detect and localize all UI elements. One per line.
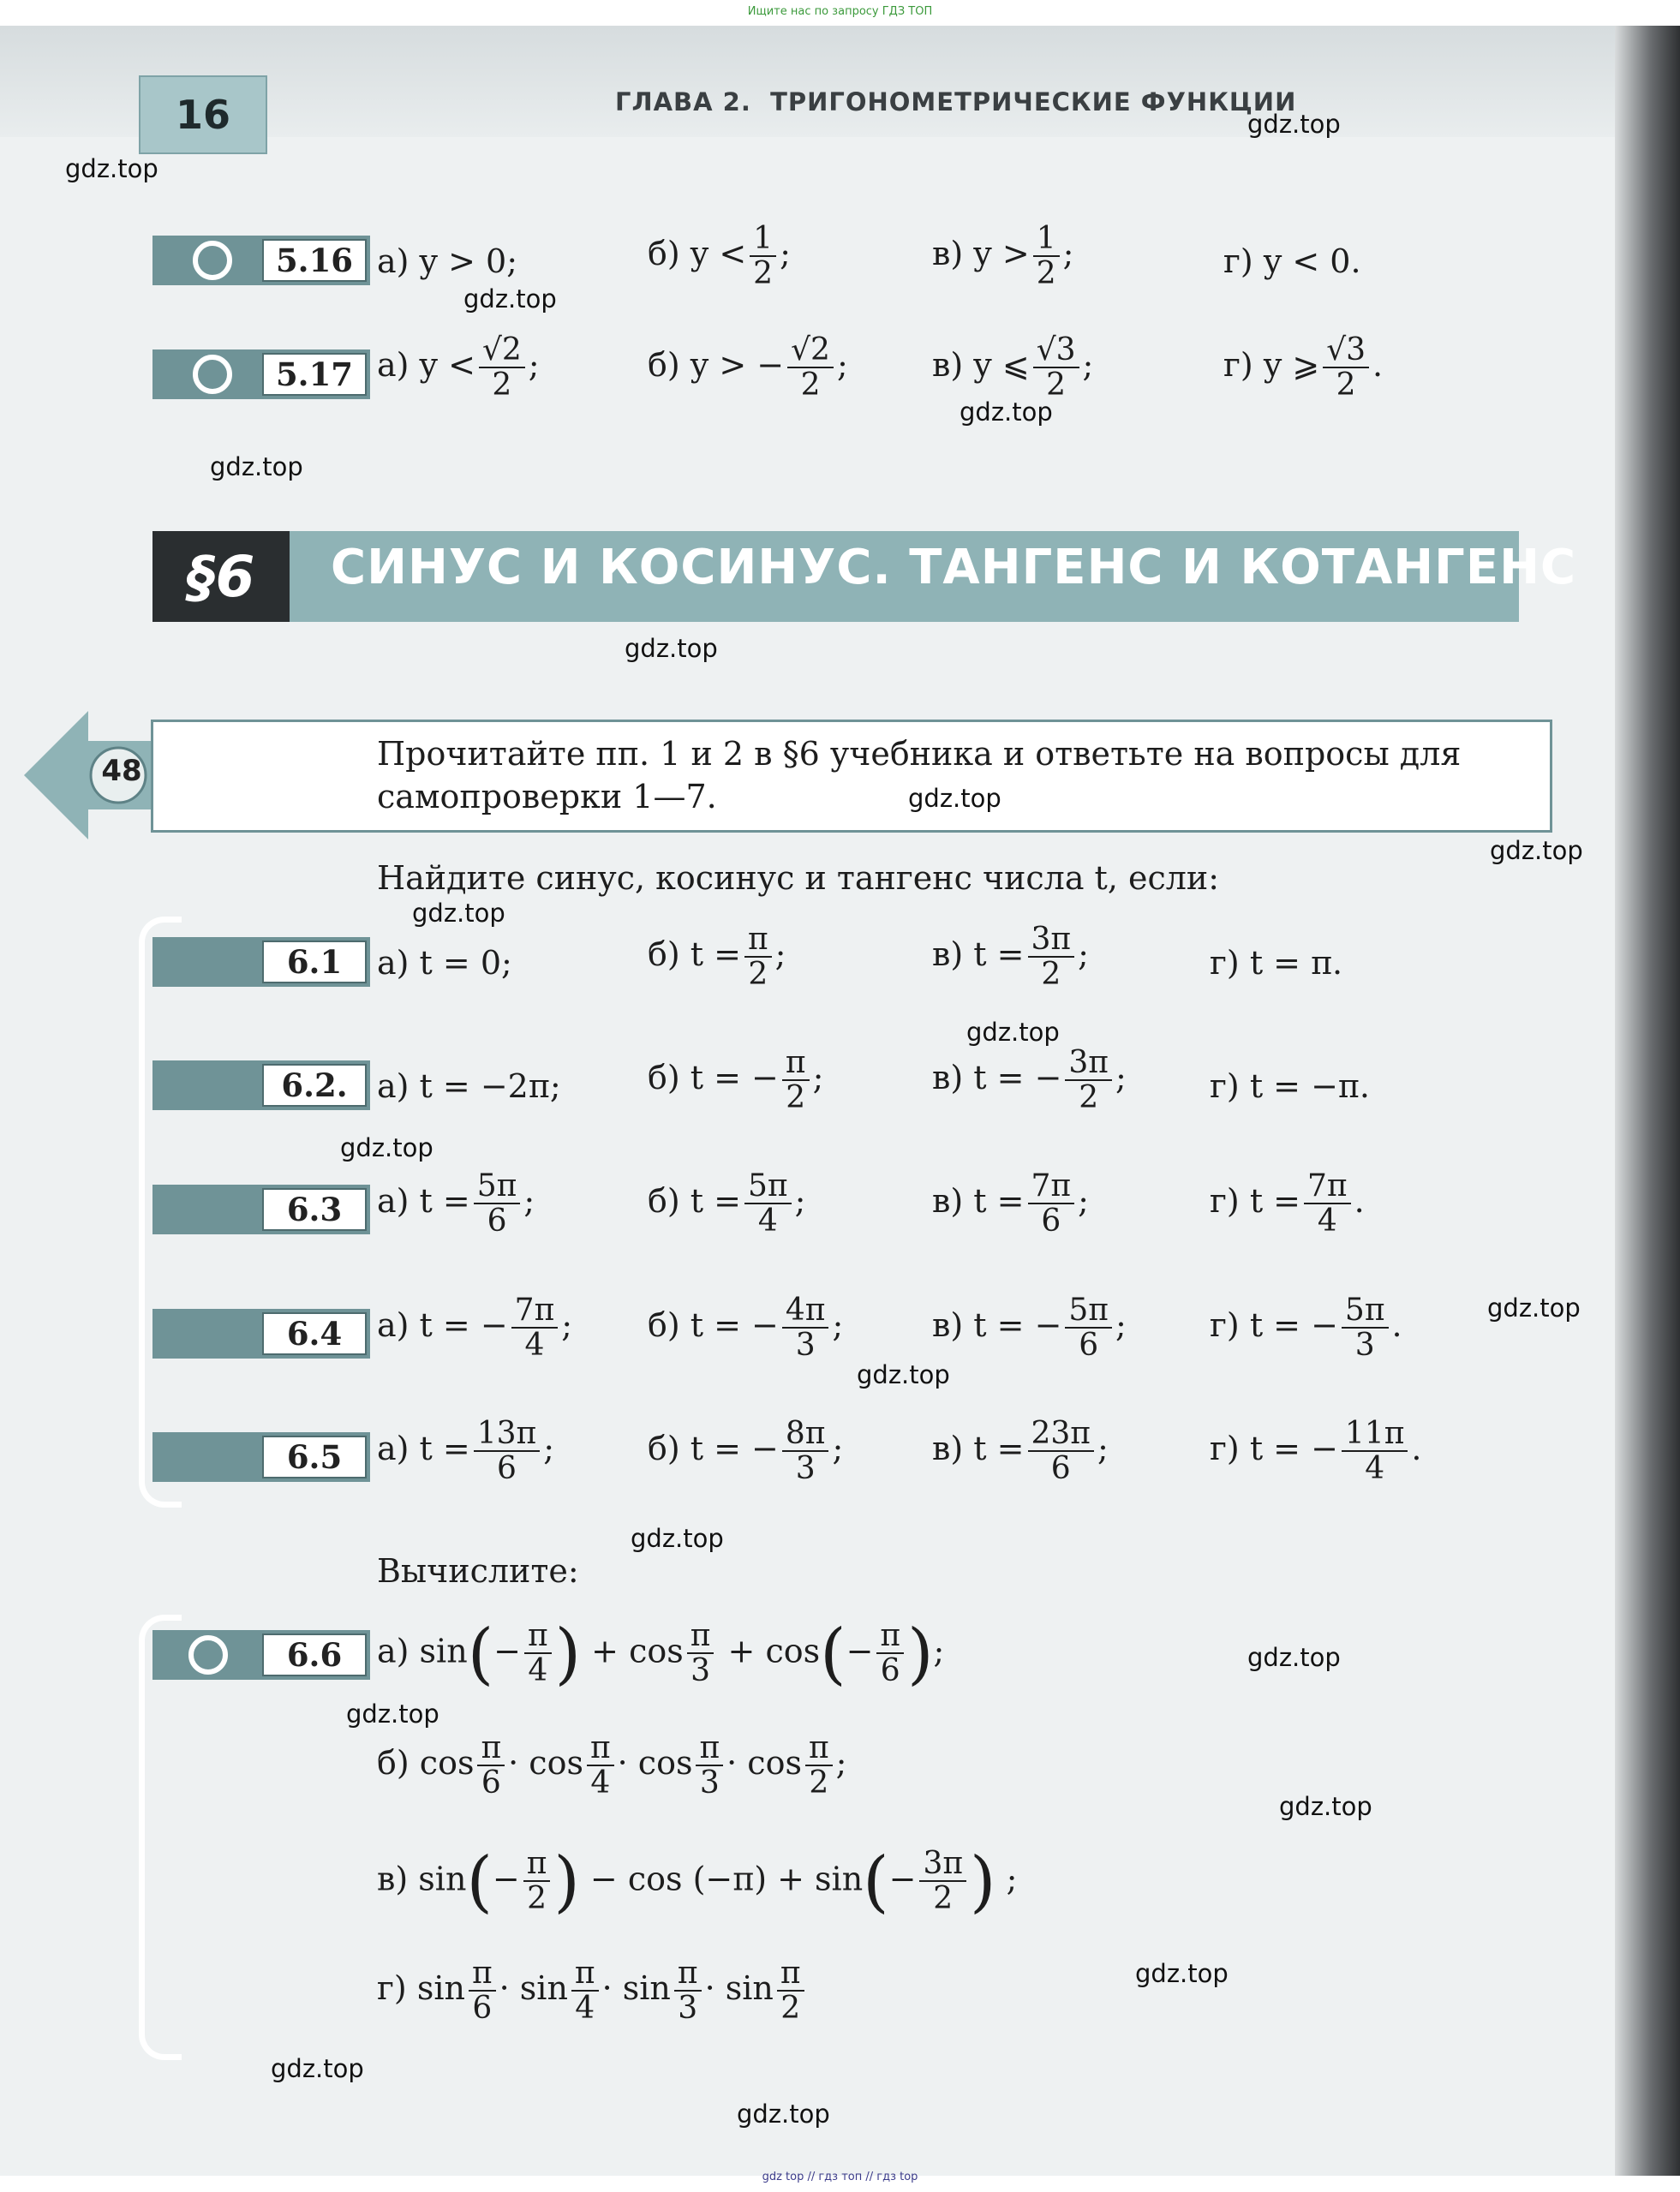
textbook-page-number: 48 xyxy=(101,754,142,788)
watermark: gdz.top xyxy=(65,154,158,183)
task-5-16-a: а) y > 0; xyxy=(377,242,518,280)
task-6-1-c: в) t = $\frac{3\pi}{2}$ ; xyxy=(932,922,1089,992)
watermark: gdz.top xyxy=(1279,1792,1372,1821)
task-5-17-a: а) y < $\frac{√2}{2}$ ; xyxy=(377,332,540,403)
task-6-4-c: в) t = − $\frac{5\pi}{6}$ ; xyxy=(932,1293,1127,1363)
task-number: 6.4 xyxy=(262,1312,367,1355)
top-banner: Ищите нас по запросу ГДЗ ТОП xyxy=(747,5,933,18)
chapter-label: ГЛАВА 2. xyxy=(615,87,751,116)
task-6-2-d: г) t = −π. xyxy=(1210,1067,1370,1105)
task-number: 5.16 xyxy=(262,239,367,282)
task-5-17-c: в) y ⩽ $\frac{√3}{2}$ ; xyxy=(932,332,1094,403)
watermark: gdz.top xyxy=(960,397,1053,427)
task-6-3-a: а) t = $\frac{5\pi}{6}$ ; xyxy=(377,1168,535,1239)
circle-icon xyxy=(188,1635,228,1675)
watermark: gdz.top xyxy=(271,2054,364,2083)
task-6-3-c: в) t = $\frac{7\pi}{6}$ ; xyxy=(932,1168,1089,1239)
task-6-3-d: г) t = $\frac{7\pi}{4}$ . xyxy=(1210,1168,1365,1239)
task-6-4-d: г) t = − $\frac{5\pi}{3}$ . xyxy=(1210,1293,1402,1363)
task-6-1-b: б) t = $\frac{\pi}{2}$ ; xyxy=(648,922,786,992)
circle-icon xyxy=(193,355,232,394)
page-edge-shadow xyxy=(1615,26,1680,2176)
task-6-2-a: а) t = −2π; xyxy=(377,1067,561,1105)
watermark: gdz.top xyxy=(463,284,557,314)
watermark: gdz.top xyxy=(908,784,1001,813)
task-6-5-d: г) t = − $\frac{11\pi}{4}$ . xyxy=(1210,1416,1422,1486)
circle-icon xyxy=(193,241,232,280)
task-6-6-c: в) sin(− $\frac{\pi}{2}$ ) − cos (−π) + sin(− $\frac{3\pi}{2}$ ) ; xyxy=(377,1843,1018,1920)
task-number: 6.1 xyxy=(262,941,367,983)
watermark: gdz.top xyxy=(1247,110,1341,139)
task-6-2-c: в) t = − $\frac{3\pi}{2}$ ; xyxy=(932,1045,1127,1115)
watermark: gdz.top xyxy=(340,1133,433,1162)
section-symbol: §6 xyxy=(152,531,290,622)
watermark: gdz.top xyxy=(412,899,505,928)
group-bracket xyxy=(139,1615,182,2060)
task-number: 6.6 xyxy=(262,1634,367,1676)
task-6-6-d: г) sin $\frac{\pi}{6}$ · sin $\frac{\pi}{4}$ · sin $\frac{\pi}{3}$ · sin $\frac{\pi}{2}$ xyxy=(377,1957,808,2025)
prompt-compute: Вычислите: xyxy=(377,1552,579,1590)
chapter-name: ТРИГОНОМЕТРИЧЕСКИЕ ФУНКЦИИ xyxy=(770,87,1297,116)
task-5-16-c: в) y > $\frac{1}{2}$ ; xyxy=(932,221,1074,291)
task-number: 6.5 xyxy=(262,1436,367,1478)
task-6-4-b: б) t = − $\frac{4\pi}{3}$ ; xyxy=(648,1293,844,1363)
watermark: gdz.top xyxy=(625,634,718,663)
watermark: gdz.top xyxy=(1247,1643,1341,1672)
task-6-5-a: а) t = $\frac{13\pi}{6}$ ; xyxy=(377,1416,555,1486)
task-number: 5.17 xyxy=(262,353,367,396)
watermark: gdz.top xyxy=(737,2099,830,2129)
watermark: gdz.top xyxy=(346,1699,439,1729)
task-6-6-b: б) cos $\frac{\pi}{6}$ · cos $\frac{\pi}{4}$ · cos $\frac{\pi}{3}$ · cos $\frac{\pi}{2}$ ; xyxy=(377,1730,847,1801)
chapter-title xyxy=(615,87,1296,116)
task-6-5-b: б) t = − $\frac{8\pi}{3}$ ; xyxy=(648,1416,844,1486)
task-6-6-a: а) sin(− $\frac{\pi}{4}$ ) + cos $\frac{\pi}{3}$ + cos(− $\frac{\pi}{6}$ ); xyxy=(377,1616,945,1693)
task-5-16-d: г) y < 0. xyxy=(1223,242,1361,280)
task-6-4-a: а) t = − $\frac{7\pi}{4}$ ; xyxy=(377,1293,573,1363)
prompt-find: Найдите синус, косинус и тангенс числа t, если: xyxy=(377,859,1220,897)
task-5-17-b: б) y > − $\frac{√2}{2}$ ; xyxy=(648,332,848,403)
task-6-2-b: б) t = − $\frac{\pi}{2}$ ; xyxy=(648,1045,824,1115)
task-5-17-d: г) y ⩾ $\frac{√3}{2}$ . xyxy=(1223,332,1384,403)
watermark: gdz.top xyxy=(1490,836,1583,865)
section-title: СИНУС И КОСИНУС. ТАНГЕНС И КОТАНГЕНС xyxy=(331,540,1577,595)
task-number: 6.3 xyxy=(262,1188,367,1231)
watermark: gdz.top xyxy=(857,1360,950,1389)
watermark: gdz.top xyxy=(631,1524,724,1553)
textbook-ref-line-2: самопроверки 1—7. xyxy=(377,778,717,815)
task-6-1-a: а) t = 0; xyxy=(377,944,512,982)
watermark: gdz.top xyxy=(966,1018,1060,1047)
task-6-3-b: б) t = $\frac{5\pi}{4}$ ; xyxy=(648,1168,806,1239)
task-5-16-b: б) y < $\frac{1}{2}$ ; xyxy=(648,221,791,291)
textbook-ref-line-1: Прочитайте пп. 1 и 2 в §6 учебника и ответьте на вопросы для xyxy=(377,735,1462,773)
task-6-5-c: в) t = $\frac{23\pi}{6}$ ; xyxy=(932,1416,1109,1486)
watermark: gdz.top xyxy=(210,452,303,481)
task-number: 6.2. xyxy=(262,1064,367,1107)
watermark: gdz.top xyxy=(1487,1293,1581,1323)
page-number: 16 xyxy=(139,75,267,154)
watermark: gdz.top xyxy=(1135,1959,1229,1988)
task-6-1-d: г) t = π. xyxy=(1210,944,1343,982)
bottom-banner: gdz top // гдз топ // гдз top xyxy=(762,2171,918,2183)
